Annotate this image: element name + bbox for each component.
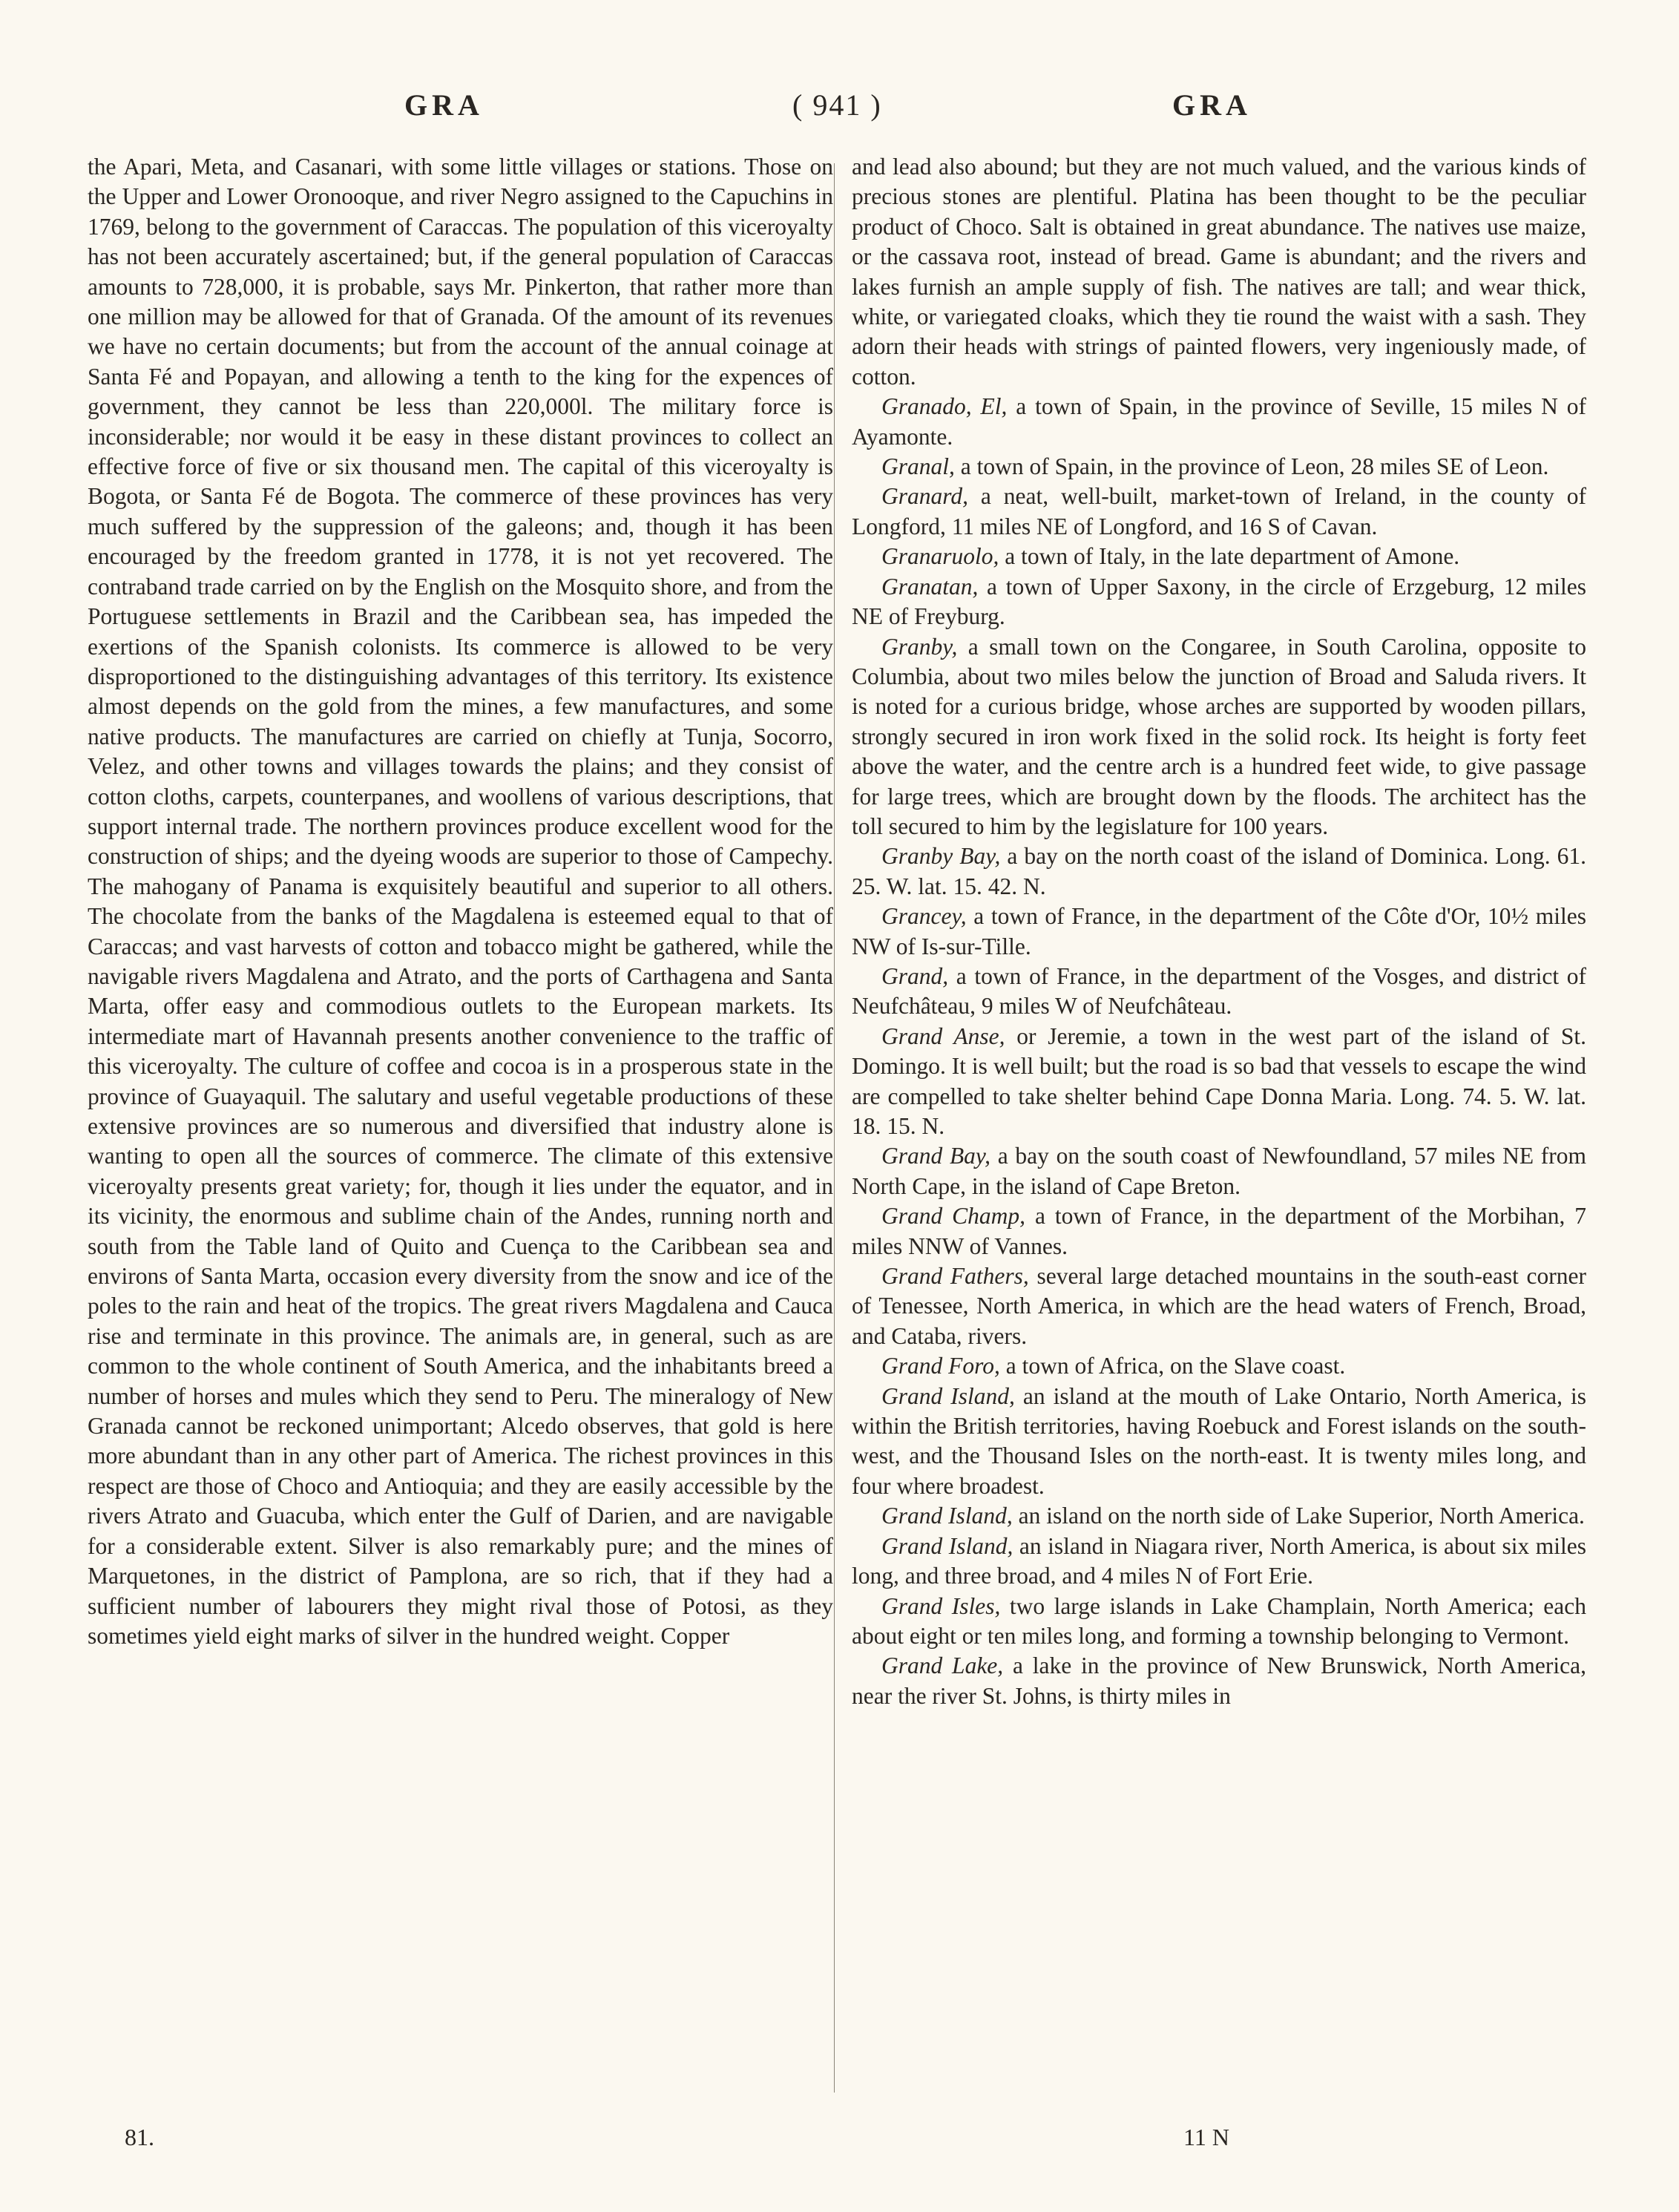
gazetteer-entry xyxy=(852,841,1586,902)
gazetteer-entry xyxy=(852,962,1586,1022)
entry-text: a town of France, in the department of the Côte d'Or, 10½ miles NW of Is-sur-Tille. xyxy=(852,903,1586,959)
page-header xyxy=(0,88,1679,132)
entry-term: Granby, xyxy=(881,633,958,660)
right-column-intro: and lead also abound; but they are not much valued, and the various kinds of precious stones are plentiful. Platina has been thought to be the peculiar product of Choco. Salt is obtained in great abundance. The natives use maize, or the cassava root, instead of bread. Game is abundant; and the rivers and lakes furnish an ample supply of fish. The natives are tall; and wear thick, white, or variegated cloaks, which they tie round the waist with a sash. They adorn their heads with strings of painted flowers, very ingeniously made, of cotton. xyxy=(852,154,1586,390)
entry-term: Grand Champ, xyxy=(881,1203,1026,1230)
gazetteer-entry xyxy=(852,392,1586,452)
entry-term: Grand Isles, xyxy=(881,1592,1001,1619)
gazetteer-entry xyxy=(852,1141,1586,1201)
entry-term: Grand Foro, xyxy=(881,1353,1000,1379)
gazetteer-entry xyxy=(852,1592,1586,1652)
entry-text: a town of Italy, in the late department of Amone. xyxy=(999,543,1460,570)
running-head-right: GRA xyxy=(1172,88,1252,122)
entry-text: a town of Spain, in the province of Seville, 15 miles N of Ayamonte. xyxy=(852,393,1587,450)
gazetteer-entry xyxy=(852,572,1586,632)
entry-term: Granby Bay, xyxy=(881,843,1001,870)
gazetteer-entry xyxy=(852,632,1586,842)
entry-text: a bay on the north coast of the island of Dominica. Long. 61. 25. W. lat. 15. 42. N. xyxy=(852,843,1586,899)
entry-term: Grand Island, xyxy=(881,1503,1013,1529)
gazetteer-entry xyxy=(852,1022,1586,1142)
entry-text: several large detached mountains in the south-east corner of Tenessee, North America, in which are the head waters of French, Broad, and Cataba, rivers. xyxy=(852,1263,1587,1349)
entry-term: Grand Bay, xyxy=(881,1143,991,1169)
page-number: ( 941 ) xyxy=(792,88,882,122)
signature-mark-right: 11 N xyxy=(1183,2124,1229,2150)
gazetteer-entry xyxy=(852,1501,1586,1531)
entry-term: Grand, xyxy=(881,962,949,989)
entry-term: Grand Island, xyxy=(881,1382,1015,1409)
entry-text: an island in Niagara river, North America, is about six miles long, and three broad, and 4 miles N of Fort Erie. xyxy=(852,1532,1586,1589)
entry-term: Granatan, xyxy=(881,573,979,600)
entry-text: two large islands in Lake Champlain, North America; each about eight or ten miles long, and forming a township belonging to Vermont. xyxy=(852,1592,1587,1649)
entry-term: Grand Anse, xyxy=(881,1023,1005,1049)
entry-text: a small town on the Congaree, in South Carolina, opposite to Columbia, about two miles below the junction of Broad and Saluda rivers. It is noted for a curious bridge, whose arches are supported by wooden pillars, strongly secured in iron work fixed in the solid rock. Its height is forty feet above the water, and the centre arch is a hundred feet wide, to give passage for large trees, which are brought down by the floods. The architect has the toll secured to him by the legislature for 100 years. xyxy=(852,633,1586,839)
gazetteer-entry xyxy=(852,1261,1586,1351)
entry-term: Grand Lake, xyxy=(881,1653,1004,1679)
entry-text: a bay on the south coast of Newfoundland, 57 miles NE from North Cape, in the island of Cape Breton. xyxy=(852,1143,1586,1199)
entry-text: a lake in the province of New Brunswick, North America, near the river St. Johns, is thirty miles in xyxy=(852,1653,1586,1709)
entry-term: Grand Island, xyxy=(881,1532,1013,1559)
entry-text: an island at the mouth of Lake Ontario, North America, is within the British territories, having Roebuck and Forest islands on the south-west, and the Thousand Isles on the north-east. It is twenty miles long, and four where broadest. xyxy=(852,1382,1586,1499)
entry-text: a neat, well-built, market-town of Ireland, in the county of Longford, 11 miles NE of Longford, and 16 S of Cavan. xyxy=(852,483,1586,539)
entry-text: a town of France, in the department of the Vosges, and district of Neufchâteau, 9 miles W of Neufchâteau. xyxy=(852,962,1586,1020)
entry-term: Grand Fathers, xyxy=(881,1263,1029,1290)
entry-text: or Jeremie, a town in the west part of the island of St. Domingo. It is well built; but the road is so bad that vessels to escape the wind are compelled to take shelter behind Cape Donna Maria. Long. 74. 5. W. lat. 18. 15. N. xyxy=(852,1023,1587,1139)
gazetteer-entry xyxy=(852,902,1586,962)
entry-term: Granard, xyxy=(881,483,968,510)
entry-term: Grancey, xyxy=(881,903,967,930)
entry-term: Granal, xyxy=(881,453,955,480)
gazetteer-entry xyxy=(852,1351,1586,1381)
gazetteer-entries xyxy=(852,392,1586,1711)
entry-text: a town of Upper Saxony, in the circle of Erzgeburg, 12 miles NE of Freyburg. xyxy=(852,573,1586,630)
entry-text: a town of Spain, in the province of Leon, 28 miles SE of Leon. xyxy=(954,453,1549,480)
gazetteer-entry xyxy=(852,452,1586,482)
entry-text: a town of Africa, on the Slave coast. xyxy=(999,1353,1346,1379)
entry-text: an island on the north side of Lake Superior, North America. xyxy=(1012,1503,1585,1529)
signature-mark-left: 81. xyxy=(125,2124,154,2150)
entry-term: Granaruolo, xyxy=(881,543,999,570)
right-column xyxy=(852,152,1586,1711)
entry-text: a town of France, in the department of the Morbihan, 7 miles NNW of Vannes. xyxy=(852,1203,1586,1259)
gazetteer-entry xyxy=(852,1201,1586,1261)
gazetteer-entry xyxy=(852,482,1586,542)
entry-term: Granado, El, xyxy=(881,393,1008,420)
gazetteer-entry xyxy=(852,1651,1586,1711)
left-column-text: the Apari, Meta, and Casanari, with some little villages or stations. Those on the Upper and Lower Oronooque, and river Negro assigned to the Capuchins in 1769, belong to the government of Caraccas. The population of this viceroyalty has not been accurately ascertained; but, if the general population of Caraccas amounts to 728,000, it is probable, says Mr. Pinkerton, that rather more than one million may be allowed for that of Granada. Of the amount of its revenues we have no certain documents; but from the account of the annual coinage at Santa Fé and Popayan, and allowing a tenth to the king for the expences of government, they cannot be less than 220,000l. The military force is inconsiderable; nor would it be easy in these distant provinces to collect an effective force of five or six thousand men. The capital of this viceroyalty is Bogota, or Santa Fé de Bogota. The commerce of these provinces has very much suffered by the suppression of the galeons; and, though it has been encouraged by the freedom granted in 1778, it is not yet recovered. The contraband trade carried on by the English on the Mosquito shore, and from the Portuguese settlements in Brazil and the Caribbean sea, has impeded the exertions of the Spanish colonists. Its commerce is allowed to be very disproportioned to the distinguishing advantages of this territory. Its existence almost depends on the gold from the mines, a few manufactures, and some native products. The manufactures are carried on chiefly at Tunja, Socorro, Velez, and other towns and villages towards the plains; and they consist of cotton cloths, carpets, counterpanes, and woollens of various descriptions, that support internal trade. The northern provinces produce excellent wood for the construction of ships; and the dyeing woods are superior to those of Campechy. The mahogany of Panama is exquisitely beautiful and superior to all others. The chocolate from the banks of the Magdalena is esteemed equal to that of Caraccas; and vast harvests of cotton and tobacco might be gathered, while the navigable rivers Magdalena and Atrato, and the ports of Carthagena and Santa Marta, offer easy and commodious outlets to the European markets. Its intermediate mart of Havannah presents another convenience to the traffic of this viceroyalty. The culture of coffee and cocoa is in a prosperous state in the province of Guayaquil. The salutary and useful vegetable productions of these extensive provinces are so numerous and diversified that industry alone is wanting to open all the sources of commerce. The climate of this extensive viceroyalty presents great variety; for, though it lies under the equator, and in its vicinity, the enormous and sublime chain of the Andes, running north and south from the Table land of Quito and Cuença to the Caribbean sea and environs of Santa Marta, occasion every diversity from the snow and ice of the poles to the rain and heat of the tropics. The great rivers Magdalena and Cauca rise and terminate in this province. The animals are, in general, such as are common to the whole continent of South America, and the inhabitants breed a number of horses and mules which they send to Peru. The mineralogy of New Granada cannot be reckoned unimportant; Alcedo observes, that gold is here more abundant than in any other part of America. The richest provinces in this respect are those of Choco and Antioquia; and they are easily accessible by the rivers Atrato and Guacuba, which enter the Gulf of Darien, and are navigable for a considerable extent. Silver is also remarkably pure; and the mines of Marquetones, in the district of Pamplona, are so rich, that if they had a sufficient number of labourers they might rival those of Potosi, as they sometimes yield eight marks of silver in the hundred weight. Copper xyxy=(88,154,833,1649)
running-head-left: GRA xyxy=(404,88,484,122)
gazetteer-entry xyxy=(852,542,1586,571)
gazetteer-entry xyxy=(852,1382,1586,1502)
gazetteer-entry xyxy=(852,1532,1586,1592)
column-divider xyxy=(834,163,835,2093)
left-column xyxy=(88,152,833,1651)
